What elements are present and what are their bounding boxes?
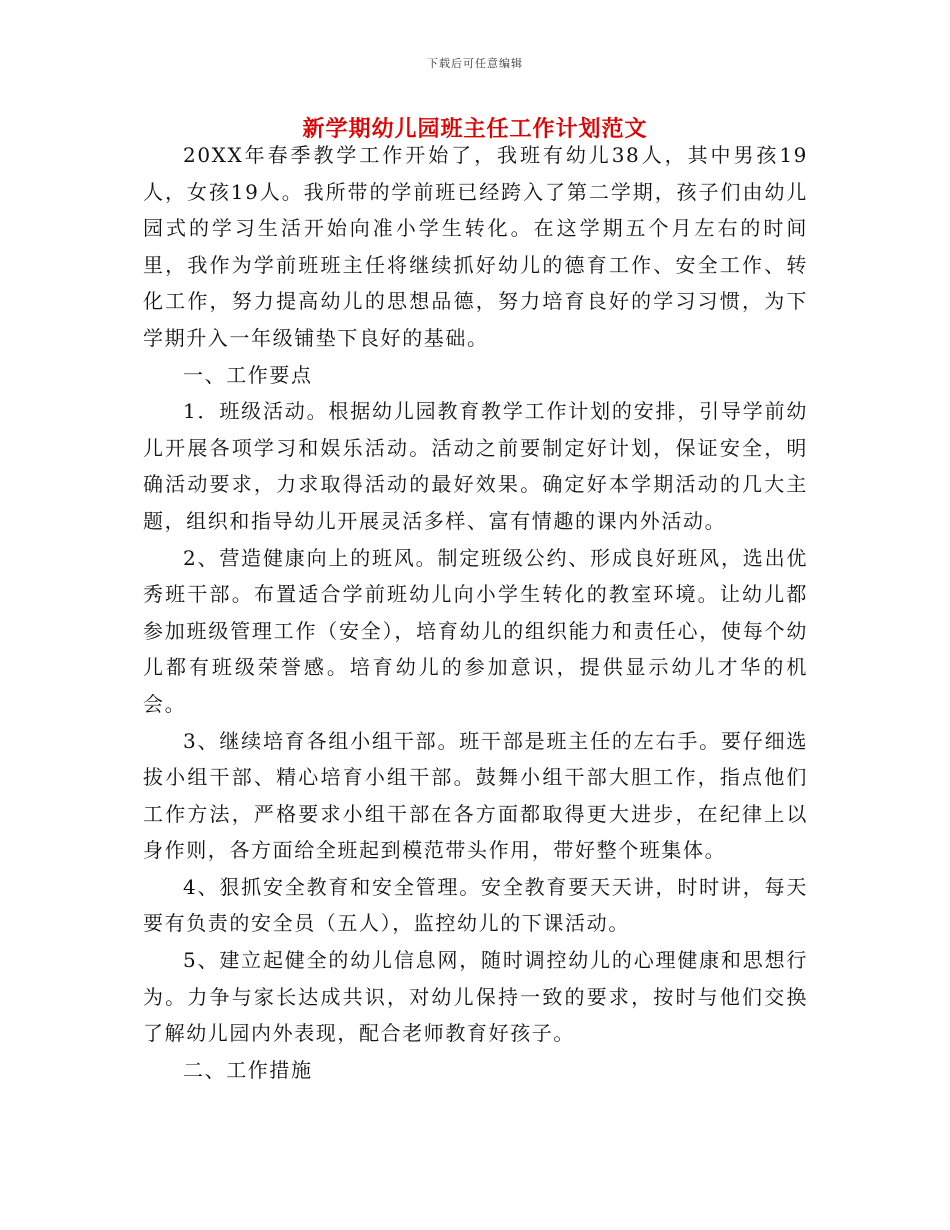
- paragraph-class-activities: 1．班级活动。根据幼儿园教育教学工作计划的安排，引导学前幼儿开展各项学习和娱乐活动。活动之前要制定好计划，保证安全，明确活动要求，力求取得活动的最好效果。确定好本学期活动的几大主题，组织和指导幼儿开展灵活多样、富有情趣的课内外活动。: [143, 399, 808, 533]
- document-title: 新学期幼儿园班主任工作计划范文: [302, 116, 648, 142]
- section-heading-work-points: 一、工作要点: [183, 362, 313, 387]
- paragraph-group-leaders: 3、继续培育各组小组干部。班干部是班主任的左右手。要仔细选拔小组干部、精心培育小组干部。鼓舞小组干部大胆工作，指点他们工作方法，严格要求小组干部在各方面都取得更大进步，在纪律上以身作则，各方面给全班起到模范带头作用，带好整个班集体。: [143, 728, 808, 863]
- paragraph-class-atmosphere: 2、营造健康向上的班风。制定班级公约、形成良好班风，选出优秀班干部。布置适合学前班幼儿向小学生转化的教室环境。让幼儿都参加班级管理工作（安全），培育幼儿的组织能力和责任心，使每个幼儿都有班级荣誉感。培育幼儿的参加意识，提供显示幼儿才华的机会。: [143, 545, 808, 716]
- paragraph-safety: 4、狠抓安全教育和安全管理。安全教育要天天讲，时时讲，每天要有负责的安全员（五人），监控幼儿的下课活动。: [143, 874, 808, 936]
- paragraph-info-network: 5、建立起健全的幼儿信息网，随时调控幼儿的心理健康和思想行为。力争与家长达成共识，对幼儿保持一致的要求，按时与他们交换了解幼儿园内外表现，配合老师教育好孩子。: [143, 948, 808, 1046]
- document-body: [143, 137, 808, 1088]
- section-heading-measures: 二、工作措施: [183, 1057, 313, 1082]
- header-note: 下载后可任意编辑: [427, 57, 523, 70]
- intro-paragraph: 20XX年春季教学工作开始了，我班有幼儿38人，其中男孩19人，女孩19人。我所带的学前班已经跨入了第二学期，孩子们由幼儿园式的学习生活开始向准小学生转化。在这学期五个月左右的时间里，我作为学前班班主任将继续抓好幼儿的德育工作、安全工作、转化工作，努力提高幼儿的思想品德，努力培育良好的学习习惯，为下学期升入一年级铺垫下良好的基础。: [143, 143, 808, 350]
